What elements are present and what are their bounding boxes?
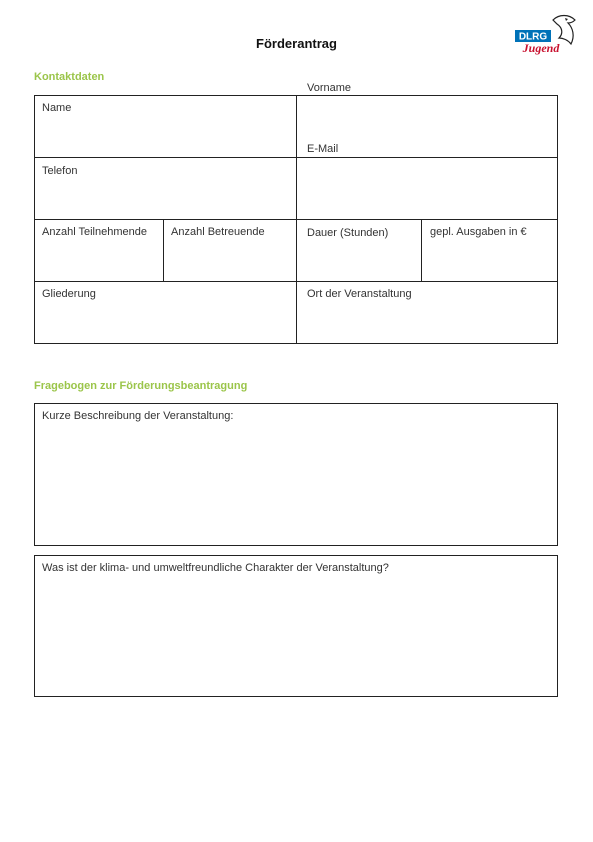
ort-label: Ort der Veranstaltung — [307, 288, 412, 300]
name-field[interactable] — [35, 96, 296, 157]
betreuende-label: Anzahl Betreuende — [171, 226, 265, 238]
contact-section-heading: Kontaktdaten — [34, 71, 105, 83]
eagle-icon — [553, 16, 575, 45]
climate-character-label: Was ist der klima- und umweltfreundliche Charakter der Veranstaltung? — [42, 562, 389, 574]
dlrg-jugend-logo — [513, 12, 581, 56]
description-label: Kurze Beschreibung der Veranstaltung: — [42, 410, 234, 422]
dauer-label: Dauer (Stunden) — [307, 227, 389, 239]
telefon-label: Telefon — [42, 165, 78, 177]
climate-character-textarea[interactable] — [34, 555, 558, 697]
svg-text:DLRG: DLRG — [518, 31, 548, 43]
name-label: Name — [42, 102, 72, 114]
gliederung-label: Gliederung — [42, 288, 96, 300]
page-title: Förderantrag — [256, 36, 337, 51]
email-field[interactable] — [297, 158, 557, 219]
contact-grid — [34, 95, 558, 344]
questionnaire-section-heading: Fragebogen zur Förderungsbeantragung — [34, 380, 248, 392]
description-textarea[interactable] — [34, 403, 558, 546]
vorname-label: Vorname — [307, 82, 352, 94]
teilnehmende-label: Anzahl Teilnehmende — [42, 226, 147, 238]
svg-text:Jugend: Jugend — [522, 41, 560, 55]
email-label: E-Mail — [307, 143, 339, 155]
ausgaben-label: gepl. Ausgaben in € — [430, 226, 527, 238]
